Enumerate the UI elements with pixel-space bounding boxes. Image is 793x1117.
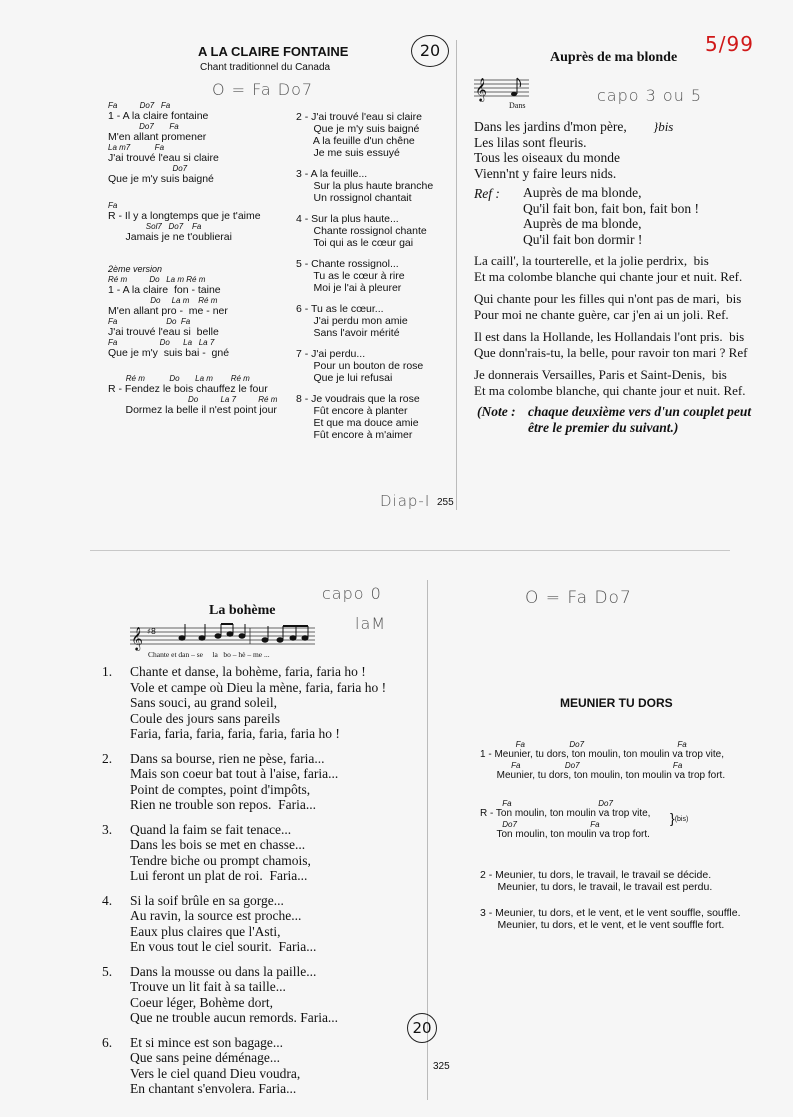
boheme-stanzas (102, 664, 386, 1106)
page-number: 325 (433, 1061, 450, 1072)
refrain-bis-label: (bis) (674, 815, 689, 823)
song-subtitle: Chant traditionnel du Canada (200, 62, 331, 73)
verse-4 (296, 213, 433, 249)
stanza-line: Dans les bois se met en chasse... (130, 837, 306, 852)
lyric-line: Que je m'y suis baigné (108, 173, 214, 185)
stanza-line: Trouve un lit fait à sa taille... (130, 979, 286, 994)
verse-5 (296, 258, 433, 294)
stanza-line: Vole et campe où Dieu la mène, faria, faria ho ! (130, 679, 387, 695)
lyric-line: Chante rossignol chante (296, 225, 427, 237)
stanza-line: En vous tout le ciel sourit. Faria... (130, 939, 317, 954)
lyric-line: 3 - A la feuille... (296, 168, 368, 180)
chord-line: Do La m Ré m (108, 296, 218, 305)
note-text (528, 404, 751, 435)
handwritten-lam: laM (355, 614, 387, 633)
stanza-number: 6. (102, 1034, 113, 1050)
circled-number-top: 20 (411, 35, 449, 67)
side-number: 255 (437, 497, 454, 508)
stanza-line: Coeur léger, Bohème dort, (130, 994, 274, 1010)
stanza-line: Point de comptes, point d'impôts, (130, 781, 311, 797)
refrain-with-chords (108, 201, 261, 243)
horizontal-divider (90, 550, 730, 551)
music-words-boheme: Chante et dan – se la bo – hè – me ... (148, 650, 270, 659)
chord-line: Fa Do7 (480, 799, 613, 808)
song-title-claire-fontaine: A LA CLAIRE FONTAINE (198, 44, 349, 59)
note-label: (Note : (477, 404, 516, 419)
refrain-bis: }(bis) (670, 810, 689, 826)
circled-number-bottom: 20 (407, 1013, 437, 1043)
verse-6 (296, 303, 433, 339)
chord-line: Sol7 Do7 Fa (108, 222, 202, 231)
stanza-line: En chantant s'envolera. Faria... (130, 1081, 297, 1096)
text-line: Tous les oiseaux du monde (474, 150, 621, 165)
lyric-line: 8 - Je voudrais que la rose (296, 393, 420, 405)
verse-3 (296, 168, 433, 204)
lyric-line: Jamais je ne t'oublierai (108, 231, 232, 243)
stanza-number: 3. (102, 821, 113, 837)
text-line: Qu'il fait bon, fait bon, fait bon ! (523, 200, 700, 216)
stanza (102, 964, 386, 1026)
couplet (474, 329, 747, 360)
blonde-couplets (474, 253, 747, 405)
lyric-line: Fût encore à m'aimer (296, 429, 413, 441)
lyric-line: M'en allant pro - me - ner (108, 305, 228, 317)
stanza-line: Vers le ciel quand Dieu voudra, (130, 1065, 301, 1081)
version-label: 2ème version (108, 264, 163, 274)
couplet-line: Et ma colombe blanche qui chante jour et nuit. Ref. (474, 268, 743, 284)
song-title-boheme: La bohème (209, 603, 276, 618)
lyric-line: Que je m'y suis bai - gné (108, 347, 230, 359)
lyric-line: 1 - A la claire fontaine (108, 110, 209, 122)
couplet (474, 291, 747, 322)
song-title-blonde: Auprès de ma blonde (550, 50, 678, 65)
lyric-line: R - Fendez le bois chauffez le four (108, 383, 268, 395)
chord-line: Fa Do7 Fa (108, 101, 171, 110)
couplet-line: Pour moi ne chante guère, car j'en ai un joli. Ref. (474, 306, 729, 322)
lyric-line: Que je m'y suis baigné (296, 123, 420, 135)
lyric-line: A la feuille d'un chêne (296, 135, 415, 147)
lyric-line: R - Il y a longtemps que je t'aime (108, 210, 261, 222)
verse-version-2 (108, 275, 229, 359)
chord-line: Fa Do7 Fa (480, 761, 683, 770)
blonde-verse (474, 119, 627, 181)
text-line: être le premier du suivant.) (528, 419, 679, 435)
stanza-line: Au ravin, la source est proche... (130, 908, 302, 923)
lyric-line: Que je lui refusai (296, 372, 393, 384)
svg-text:♯8: ♯8 (147, 627, 156, 636)
lyric-line: Pour un bouton de rose (296, 360, 424, 372)
verse-2 (296, 111, 433, 159)
lyric-line: Et que ma douce amie (296, 417, 419, 429)
lyric-line: Meunier, tu dors, ton moulin, ton moulin va trop fort. (480, 770, 726, 781)
text-line: Dans les jardins d'mon père, (474, 119, 627, 134)
stanza (102, 664, 386, 742)
couplet-line: Et ma colombe blanche, qui chante jour et nuit. Ref. (474, 382, 746, 398)
chord-line: Do7 Fa (108, 122, 179, 131)
chord-line: Do7 Fa (480, 820, 600, 829)
text-line: Vienn'nt y faire leurs nids. (474, 165, 617, 181)
couplet-line: Je donnerais Versailles, Paris et Saint-Denis, bis (474, 367, 727, 382)
lyric-line: J'ai trouvé l'eau si belle (108, 326, 219, 338)
couplet-line: Qui chante pour les filles qui n'ont pas de mari, bis (474, 291, 742, 306)
lyric-line: 1 - A la claire fon - taine (108, 284, 221, 296)
stanza-number: 2. (102, 750, 113, 766)
blonde-refrain (523, 185, 699, 247)
lyric-line: 1 - Meunier, tu dors, ton moulin, ton moulin va trop vite, (480, 749, 725, 760)
chord-line: La m7 Fa (108, 143, 165, 152)
stanza-line: Eaux plus claires que l'Asti, (130, 923, 281, 939)
stanza-line: Tendre biche ou prompt chamois, (130, 852, 311, 868)
text-line: Auprès de ma blonde, (523, 185, 642, 200)
svg-text:𝄞: 𝄞 (131, 626, 143, 650)
lyric-line: Toi qui as le cœur gai (296, 237, 414, 249)
couplet (474, 367, 747, 398)
bis-bracket: }bis (653, 119, 674, 134)
stanza (102, 822, 386, 884)
lyric-line: M'en allant promener (108, 131, 207, 143)
stanza-line: Mais son coeur bat tout à l'aise, faria... (130, 766, 339, 781)
couplet (474, 253, 747, 284)
stanza-line: Que sans peine déménage... (130, 1050, 280, 1065)
meunier-verse-2 (480, 869, 712, 893)
song-title-meunier: MEUNIER TU DORS (560, 696, 673, 710)
chord-line: Fa Do Fa (108, 317, 191, 326)
handwritten-capo: capo 3 ou 5 (597, 86, 703, 105)
chord-line: Fa (108, 201, 118, 210)
ref-label: Ref : (474, 186, 500, 201)
couplet-line: Que donn'rais-tu, la belle, pour ravoir ton mari ? Ref (474, 344, 748, 360)
stanza-number: 4. (102, 892, 113, 908)
lyric-line: Sur la plus haute branche (296, 180, 434, 192)
chord-line: Fa Do La La 7 (108, 338, 215, 347)
verse-7 (296, 348, 433, 384)
stanza-line: Lui feront un plat de roi. Faria... (130, 868, 308, 883)
stanza-line: Quand la faim se fait tenace... (130, 821, 292, 837)
lyric-line: Un rossignol chantait (296, 192, 412, 204)
lyric-line: 2 - J'ai trouvé l'eau si claire (296, 111, 422, 123)
handwritten-capo-0: capo 0 (322, 584, 382, 603)
meunier-verse-3 (480, 907, 741, 931)
signature-diap: Diap-I (380, 492, 431, 510)
text-line: chaque deuxième vers d'un couplet peut (528, 404, 752, 419)
music-word: Dans (509, 101, 526, 110)
red-handwritten-note: 5/99 (705, 32, 754, 56)
stanza-line: Que ne trouble aucun remords. Faria... (130, 1010, 339, 1025)
lyric-line: Ton moulin, ton moulin va trop fort. (480, 829, 650, 840)
stanza-line: Dans sa bourse, rien ne pèse, faria... (130, 750, 325, 766)
stanza-line: Chante et danse, la bohème, faria, faria ho ! (130, 664, 366, 679)
stanza (102, 893, 386, 955)
lyric-line: Tu as le cœur à rire (296, 270, 405, 282)
verses-2-to-8 (296, 111, 433, 450)
stanza-number: 5. (102, 963, 113, 979)
meunier-verse-1 (480, 740, 725, 782)
stanza-line: Coule des jours sans pareils (130, 710, 280, 726)
lyric-line: R - Ton moulin, ton moulin va trop vite, (480, 808, 651, 819)
stanza (102, 1035, 386, 1097)
chord-line: Do7 (108, 164, 188, 173)
stanza-line: Et si mince est son bagage... (130, 1034, 283, 1050)
lyric-line: Moi je l'ai à pleurer (296, 282, 402, 294)
text-line: Auprès de ma blonde, (523, 216, 642, 231)
lyric-line: Sans l'avoir mérité (296, 327, 400, 339)
handwritten-chords: O = Fa Do7 (212, 80, 314, 99)
verse-1-with-chords (108, 101, 219, 185)
couplet-line: Il est dans la Hollande, les Hollandais l'ont pris. bis (474, 329, 745, 344)
text-line: Qu'il fait bon dormir ! (523, 231, 643, 247)
lyric-line: J'ai perdu mon amie (296, 315, 408, 327)
lyric-line: 4 - Sur la plus haute... (296, 213, 399, 225)
stanza-line: Sans souci, au grand soleil, (130, 695, 277, 710)
chord-line: Fa Do7 Fa (480, 740, 687, 749)
lyric-line: Fût encore à planter (296, 405, 408, 417)
stanza-line: Rien ne trouble son repos. Faria... (130, 797, 316, 812)
text-line: Les lilas sont fleuris. (474, 134, 587, 150)
lyric-line: 7 - J'ai perdu... (296, 348, 366, 360)
verse-8 (296, 393, 433, 441)
chord-line: Ré m Do La m Ré m (108, 275, 206, 284)
chord-line: Ré m Do La m Ré m (108, 374, 250, 383)
lyric-line: Je me suis essuyé (296, 147, 400, 159)
stanza (102, 751, 386, 813)
center-divider-top (456, 40, 457, 510)
lyric-line: 6 - Tu as le cœur... (296, 303, 384, 315)
stanza-line: Dans la mousse ou dans la paille... (130, 963, 317, 979)
svg-text:𝄞: 𝄞 (475, 77, 487, 101)
stanza-number: 1. (102, 664, 113, 679)
chord-line: Do La 7 Ré m (108, 395, 278, 404)
lyric-line: Dormez la belle il n'est point jour (108, 404, 277, 416)
handwritten-chords-meunier: O = Fa Do7 (525, 588, 632, 608)
meunier-refrain (480, 799, 650, 841)
text-line: 3 - Meunier, tu dors, et le vent, et le vent souffle, souffle. (480, 907, 741, 919)
stanza-line: Faria, faria, faria, faria, faria, faria ho ! (130, 726, 340, 741)
lyric-line: 5 - Chante rossignol... (296, 258, 399, 270)
refrain-version-2 (108, 374, 277, 416)
text-line: Meunier, tu dors, et le vent, et le vent souffle fort. (480, 919, 725, 931)
couplet-line: La caill', la tourterelle, et la jolie perdrix, bis (474, 253, 709, 268)
text-line: Meunier, tu dors, le travail, le travail est perdu. (480, 881, 713, 893)
lyric-line: J'ai trouvé l'eau si claire (108, 152, 219, 164)
text-line: 2 - Meunier, tu dors, le travail, le travail se décide. (480, 869, 712, 881)
stanza-line: Si la soif brûle en sa gorge... (130, 892, 284, 908)
